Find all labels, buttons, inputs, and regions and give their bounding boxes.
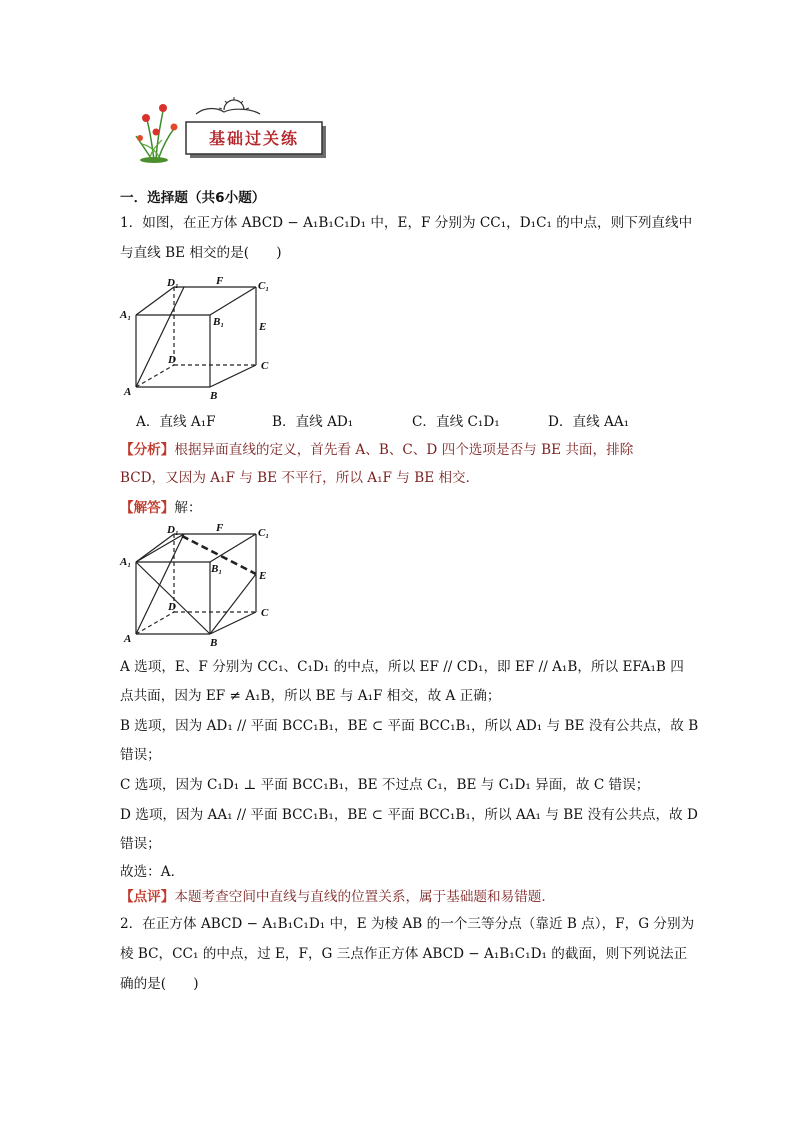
label2-A: A	[124, 633, 132, 645]
solution-tail: 解：	[174, 500, 202, 516]
analysis-tag: 【分析】	[120, 442, 175, 458]
cube-figure-2	[118, 522, 286, 650]
label-F: F	[216, 275, 224, 287]
q2-stem-line1: 2．在正方体 ABCD − A₁B₁C₁D₁ 中，E 为棱 AB 的一个三等分点（靠近 B 点），F，G 分别为	[120, 916, 695, 932]
q1-option-b: B．直线 AD₁	[272, 414, 354, 430]
label-A: A	[124, 386, 132, 398]
sol-line-8: 故选：A．	[120, 864, 185, 880]
label2-D: D	[168, 601, 176, 613]
label2-C1: C₁	[258, 527, 270, 539]
q1-option-d: D．直线 AA₁	[548, 414, 630, 430]
q1-stem-line1: 1．如图，在正方体 ABCD − A₁B₁C₁D₁ 中，E，F 分别为 CC₁，D₁C₁ 的中点，则下列直线中	[120, 215, 693, 231]
label-B: B	[210, 390, 218, 402]
comment-tag: 【点评】	[120, 889, 175, 905]
label2-B1: B₁	[211, 563, 223, 575]
q1-analysis-line1	[120, 440, 633, 460]
plant-icon	[136, 104, 178, 163]
label-D: D	[168, 354, 176, 366]
analysis-text-1: 根据异面直线的定义，首先看 A、B、C、D 四个选项是否与 BE 共面，排除	[174, 442, 634, 458]
sol-line-6: D 选项，因为 AA₁ // 平面 BCC₁B₁，BE ⊂ 平面 BCC₁B₁，所以 AA₁ 与 BE 没有公共点，故 D	[120, 807, 698, 823]
solution-tag: 【解答】	[120, 500, 175, 516]
sol-line-4: 错误；	[120, 747, 161, 763]
cube-figure-1	[118, 275, 286, 403]
section-title: 一．选择题（共6小题）	[120, 190, 266, 206]
q1-stem-line2: 与直线 BE 相交的是( )	[120, 245, 282, 261]
q1-comment	[120, 887, 555, 907]
label-C: C	[261, 360, 269, 372]
sun-icon	[219, 97, 249, 110]
label2-A1: A₁	[120, 556, 132, 568]
label-E: E	[259, 321, 267, 333]
sol-line-2: 点共面，因为 EF ≠ A₁B，所以 BE 与 A₁F 相交，故 A 正确；	[120, 688, 501, 704]
comment-text: 本题考查空间中直线与直线的位置关系，属于基础题和易错题．	[174, 889, 555, 905]
label2-B: B	[210, 637, 218, 649]
q1-option-a: A．直线 A₁F	[136, 414, 216, 430]
sol-line-5: C 选项，因为 C₁D₁ ⊥ 平面 BCC₁B₁，BE 不过点 C₁，BE 与 C₁D₁ 异面，故 C 错误；	[120, 777, 650, 793]
label-D1: D₁	[167, 277, 179, 289]
label2-E: E	[259, 570, 267, 582]
sol-line-1: A 选项，E、F 分别为 CC₁、C₁D₁ 的中点，所以 EF // CD₁，即 EF // A₁B，所以 EFA₁B 四	[120, 659, 684, 675]
sol-line-3: B 选项，因为 AD₁ // 平面 BCC₁B₁，BE ⊂ 平面 BCC₁B₁，所以 AD₁ 与 BE 没有公共点，故 B	[120, 718, 699, 734]
section-banner	[132, 96, 332, 166]
q1-solution-head	[120, 498, 202, 518]
q2-stem-line2: 棱 BC，CC₁ 的中点，过 E，F，G 三点作正方体 ABCD − A₁B₁C₁D₁ 的截面，则下列说法正	[120, 946, 688, 962]
label-C1: C₁	[258, 280, 270, 292]
q1-option-c: C．直线 C₁D₁	[412, 414, 500, 430]
banner-title: 基础过关练	[208, 129, 300, 148]
label2-D1: D₁	[167, 524, 179, 536]
label-A1: A₁	[120, 309, 132, 321]
label2-F: F	[216, 522, 224, 534]
q1-analysis-line2: BCD，又因为 A₁F 与 BE 不平行，所以 A₁F 与 BE 相交．	[120, 470, 480, 486]
label2-C: C	[261, 607, 269, 619]
sol-line-7: 错误；	[120, 836, 161, 852]
label-B1: B₁	[213, 316, 225, 328]
q2-stem-line3: 确的是( )	[120, 976, 199, 992]
